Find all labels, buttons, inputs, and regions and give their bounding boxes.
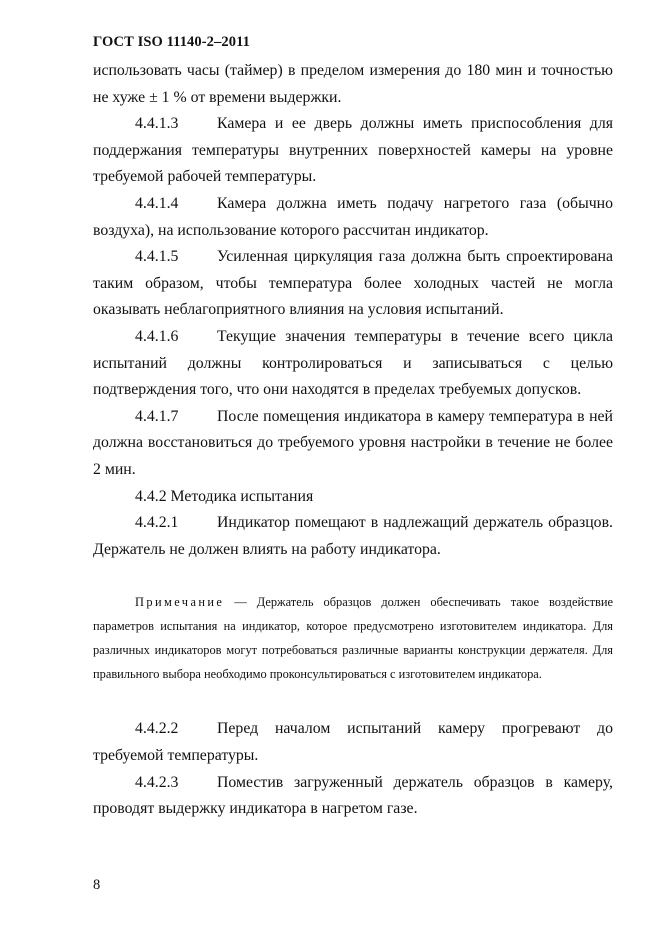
- paragraph-text: Поместив загруженный держатель образцов в камеру, проводят выдержку индикатора в нагретом газе.: [93, 773, 613, 818]
- paragraph-4-4-1-6: [93, 324, 613, 404]
- clause-number: 4.4.1.5: [135, 248, 179, 266]
- paragraph-4-4-1-3: [93, 111, 613, 191]
- clause-number: 4.4.1.3: [135, 115, 179, 133]
- clause-number: 4.4.2.3: [135, 773, 179, 791]
- paragraph-text: После помещения индикатора в камеру температура в ней должна восстановиться до требуемого уровня настройки в течение не более 2 мин.: [93, 407, 613, 478]
- paragraph-text: использовать часы (таймер) в пределом измерения до 180 мин и точностью не хуже ± 1 % от времени выдержки.: [93, 62, 613, 106]
- paragraph-4-4-1-5: [93, 244, 613, 324]
- paragraph-4-4-1-7: [93, 404, 613, 484]
- clause-number: 4.4.2.1: [135, 514, 179, 532]
- note-block: [93, 591, 613, 686]
- section-heading-4-4-2: [93, 484, 613, 511]
- paragraph-4-4-2-1: [93, 510, 613, 563]
- page-number: 8: [93, 877, 101, 893]
- paragraph-4-4-2-2: [93, 716, 613, 769]
- paragraph-text: Текущие значения температуры в течение всего цикла испытаний должны контролироваться и записываться с целью подтверждения того, что они находятся в пределах требуемых допусков.: [93, 327, 613, 399]
- note-label: Примечание: [135, 595, 225, 610]
- paragraph-text: Индикатор помещают в надлежащий держатель образцов. Держатель не должен влиять на работу индикатора.: [93, 514, 613, 558]
- paragraph-4-4-1-4: [93, 191, 613, 244]
- note-text: — Держатель образцов должен обеспечивать такое воздействие параметров испытания на индикатор, которое предусмотрено изготовителем индикатора. Для различных индикаторов могут потребоваться различные варианты конструкции держателя. Для правильного выбора необходимо проконсультироваться с изготовителем индикатора.: [93, 595, 613, 681]
- document-body: [93, 58, 613, 823]
- paragraph-text: Усиленная циркуляция газа должна быть спроектирована таким образом, чтобы температура более холодных частей не могла оказывать неблагоприятного влияния на условия испытаний.: [93, 248, 613, 319]
- section-heading-text: 4.4.2 Методика испытания: [135, 487, 314, 505]
- paragraph-continuation: [93, 58, 613, 111]
- paragraph-4-4-2-3: [93, 770, 613, 823]
- paragraph-text: Перед началом испытаний камеру прогревают до требуемой температуры.: [93, 720, 613, 765]
- clause-number: 4.4.1.4: [135, 194, 179, 212]
- document-header: ГОСТ ISO 11140-2–2011: [93, 34, 250, 50]
- paragraph-text: Камера должна иметь подачу нагретого газа (обычно воздуха), на использование которого рассчитан индикатор.: [93, 194, 613, 239]
- clause-number: 4.4.1.6: [135, 327, 179, 345]
- clause-number: 4.4.1.7: [135, 407, 179, 425]
- paragraph-text: Камера и ее дверь должны иметь приспособления для поддержания температуры внутренних поверхностей камеры на уровне требуемой рабочей температуры.: [93, 115, 613, 186]
- clause-number: 4.4.2.2: [135, 720, 179, 738]
